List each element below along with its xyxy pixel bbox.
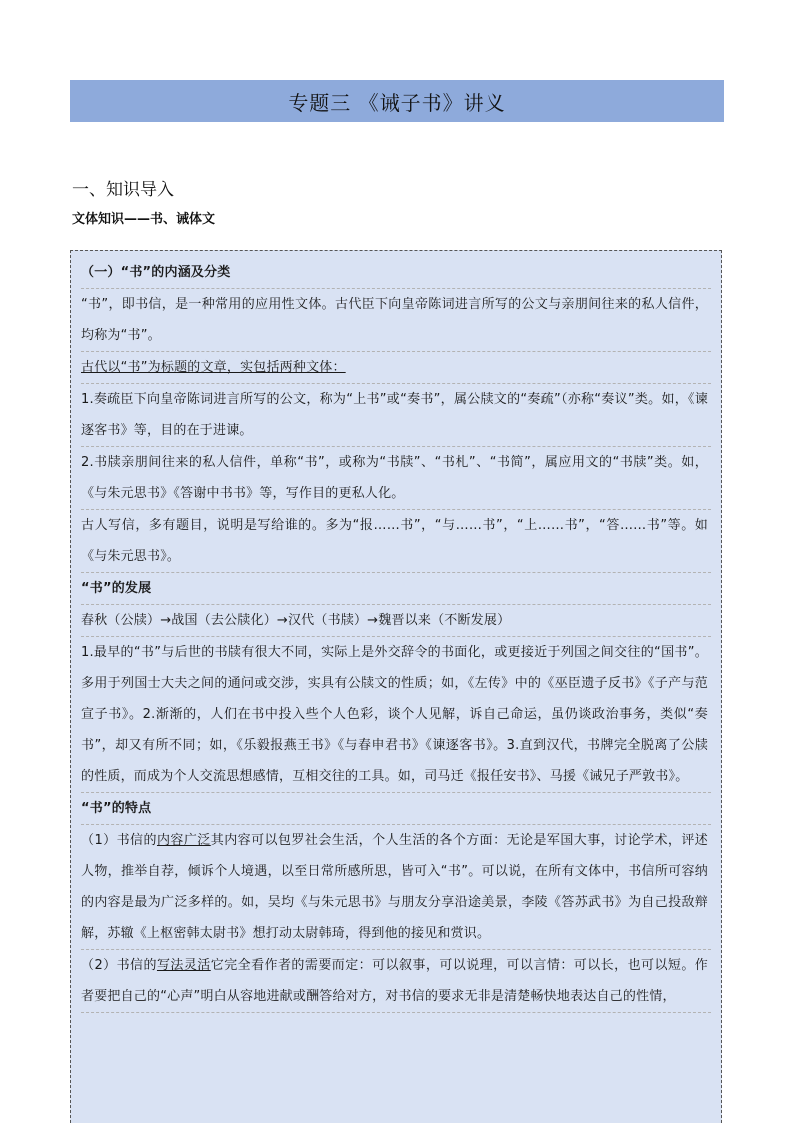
subheading: 文体知识——书、诫体文	[72, 212, 216, 227]
box-heading-2: “书”的发展	[81, 573, 711, 605]
underlined-text: 内容广泛	[156, 833, 211, 848]
text-span: 它完全看作者的需要而定：可以叙事，可以说理，可以言情：可以长，也可以短。作者要把自己的“心声”明白从容地进献或酬答给对方，对书信的要求无非是清楚畅快地表达自己的性情，	[81, 958, 708, 1004]
underlined-text: 写法灵活	[156, 958, 211, 973]
paragraph-titles: 古人写信，多有题目，说明是写给谁的。多为“报……书”，“与……书”，“上……书”，“答……书”等。如《与朱元思书》。	[81, 510, 711, 573]
paragraph-letter: 2.书牍亲朋间往来的私人信件，单称“书”，或称为“书牍”、“书札”、“书简”，属应用文的“书牍”类。如，《与朱元思书》《答谢中书书》等，写作目的更私人化。	[81, 447, 711, 510]
page-title: 专题三 《诫子书》讲义	[288, 90, 506, 115]
paragraph-development: 1.最早的“书”与后世的书牍有很大不同，实际上是外交辞令的书面化，或更接近于列国之间交往的“国书”。多用于列国士大夫之间的通问或交涉，实具有公牍文的性质；如，《左传》中的《巫臣遗子反书》《子产与范宣子书》。2.渐渐的，人们在书中投入些个人色彩，谈个人见解，诉自己命运，虽仍谈政治事务，类似“奏书”，却又有所不同；如，《乐毅报燕王书》《与春申君书》《谏逐客书》。3.直到汉代，书牌完全脱离了公牍的性质，而成为个人交流思想感情，互相交往的工具。如，司马迁《报任安书》、马援《诫兄子严敦书》。	[81, 637, 711, 793]
section-heading: 一、知识导入	[72, 180, 174, 200]
text-span: （1）书信的	[81, 833, 157, 848]
content-box	[70, 250, 722, 1123]
paragraph-two-types	[81, 352, 711, 384]
box-heading-3: “书”的特点	[81, 793, 711, 825]
paragraph-memorial: 1.奏疏臣下向皇帝陈词进言所写的公文，称为“上书”或“奏书”，属公牍文的“奏疏”（亦称“奏议”类。如，《谏逐客书》等，目的在于进谏。	[81, 384, 711, 447]
box-heading-1: （一）“书”的内涵及分类	[81, 257, 711, 289]
title-banner	[70, 80, 724, 122]
paragraph-timeline: 春秋（公牍）→战国（去公牍化）→汉代（书牍）→魏晋以来（不断发展）	[81, 605, 711, 637]
paragraph-content	[81, 825, 711, 950]
text-span: 其内容可以包罗社会生活，个人生活的各个方面：无论是军国大事，讨论学术，评述人物，推举自荐，倾诉个人境遇，以至日常所感所思，皆可入“书”。可以说，在所有文体中，书信所可容纳的内容是最为广泛多样的。如，吴均《与朱元思书》与朋友分享沿途美景，李陵《答苏武书》为自己投敌辩解，苏辙《上枢密韩太尉书》想打动太尉韩琦，得到他的接见和赏识。	[81, 833, 708, 941]
underlined-text: 古代以“书”为标题的文章，实包括两种文体：	[81, 360, 346, 375]
paragraph-style	[81, 950, 711, 1013]
text-span: （2）书信的	[81, 958, 157, 973]
paragraph-definition: “书”，即书信，是一种常用的应用性文体。古代臣下向皇帝陈词进言所写的公文与亲朋间往来的私人信件，均称为“书”。	[81, 289, 711, 352]
